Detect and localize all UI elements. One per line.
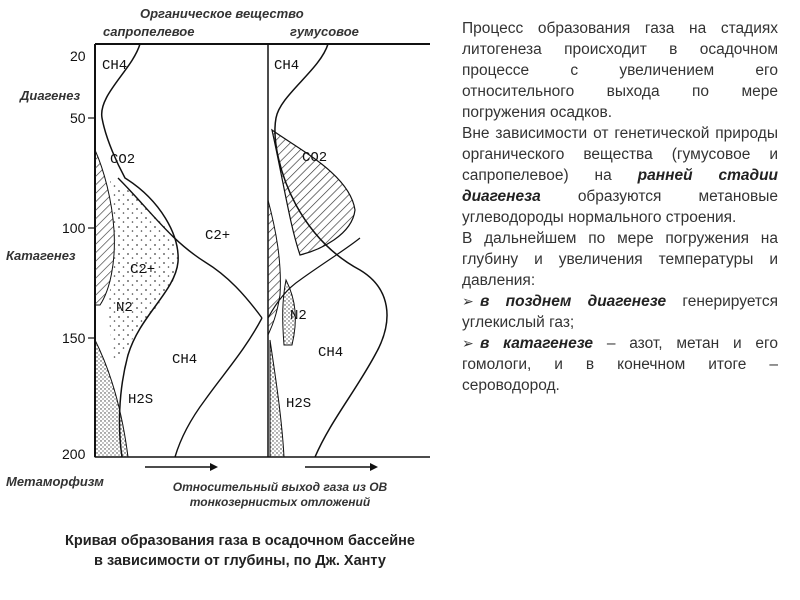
bullet-text: – азот, метан и его гомологи, и в конечном итоге – сероводород. [462, 335, 778, 394]
sapropel-h2s-dotted-area [95, 340, 128, 457]
bullet-arrow-icon: ➢ [462, 335, 474, 351]
paragraph-text: образуются метановые углеводороды нормального строения. [462, 188, 778, 226]
gas-label-n2: N2 [290, 308, 307, 324]
axis-note-line: тонкозернистых отложений [189, 495, 371, 509]
gas-label-co2: CO2 [302, 150, 328, 166]
gas-label-c2-plus: C2+ [130, 262, 156, 278]
emphasis-early-diagenesis: ранней стадии диагенеза [462, 167, 779, 205]
bullet-katagenesis [462, 333, 778, 396]
caption-line: в зависимости от глубины, по Дж. Ханту [94, 553, 386, 569]
bullet-text: генерируется углекислый газ; [462, 293, 778, 331]
stage-diagenesis: Диагенез [20, 88, 81, 103]
emphasis-late-diagenesis: в позднем диагенезе [480, 293, 667, 310]
relative-yield-axis-note [145, 480, 415, 510]
organic-matter-title: Органическое вещество [140, 6, 304, 21]
emphasis-katagenesis: в катагенезе [480, 335, 594, 352]
bullet-arrow-icon: ➢ [462, 293, 474, 309]
caption-line: Кривая образования газа в осадочном бассейне [64, 533, 415, 549]
gas-label-n2: N2 [116, 300, 133, 316]
paragraph-early-diagenesis [462, 123, 778, 228]
stage-metamorphism: Метаморфизм [6, 474, 104, 489]
depth-tick: 50 [70, 110, 86, 126]
gas-label-co2: CO2 [110, 152, 136, 168]
gas-label-c2-plus: C2+ [205, 228, 231, 244]
sapropel-ch4-right-curve [175, 318, 262, 457]
gas-label-ch4: CH4 [172, 352, 198, 368]
depth-tick: 200 [62, 446, 86, 462]
depth-tick: 100 [62, 220, 86, 236]
humus-h2s-dotted-area [270, 340, 284, 457]
gas-label-ch4: CH4 [318, 345, 344, 361]
gas-label-ch4: CH4 [102, 58, 128, 74]
column-humus-label: гумусовое [290, 24, 359, 39]
gas-label-ch4: CH4 [274, 58, 300, 74]
explanation-text-panel [462, 18, 778, 396]
paragraph-text: Вне зависимости от генетической природы органического вещества (гумусовое и сапропелевое) на [462, 125, 778, 184]
stage-katagenesis: Катагенез [6, 248, 76, 263]
bullet-late-diagenesis [462, 291, 778, 333]
depth-tick: 150 [62, 330, 86, 346]
depth-tick: 20 [70, 48, 86, 64]
gas-label-h2s: H2S [128, 392, 154, 408]
column-sapropel-label: сапропелевое [103, 24, 195, 39]
paragraph-gas-formation: Процесс образования газа на стадиях литогенеза происходит в осадочном процессе с увеличением его относительного выхода по мере погружения осадков. [462, 20, 778, 121]
gas-label-h2s: H2S [286, 396, 312, 412]
humus-co2-hatched-area [272, 130, 355, 255]
paragraph-further-burial: В дальнейшем по мере погружения на глубину и увеличения температуры и давления: [462, 230, 778, 289]
axis-note-line: Относительный выход газа из ОВ [172, 480, 388, 494]
figure-caption [20, 531, 460, 571]
